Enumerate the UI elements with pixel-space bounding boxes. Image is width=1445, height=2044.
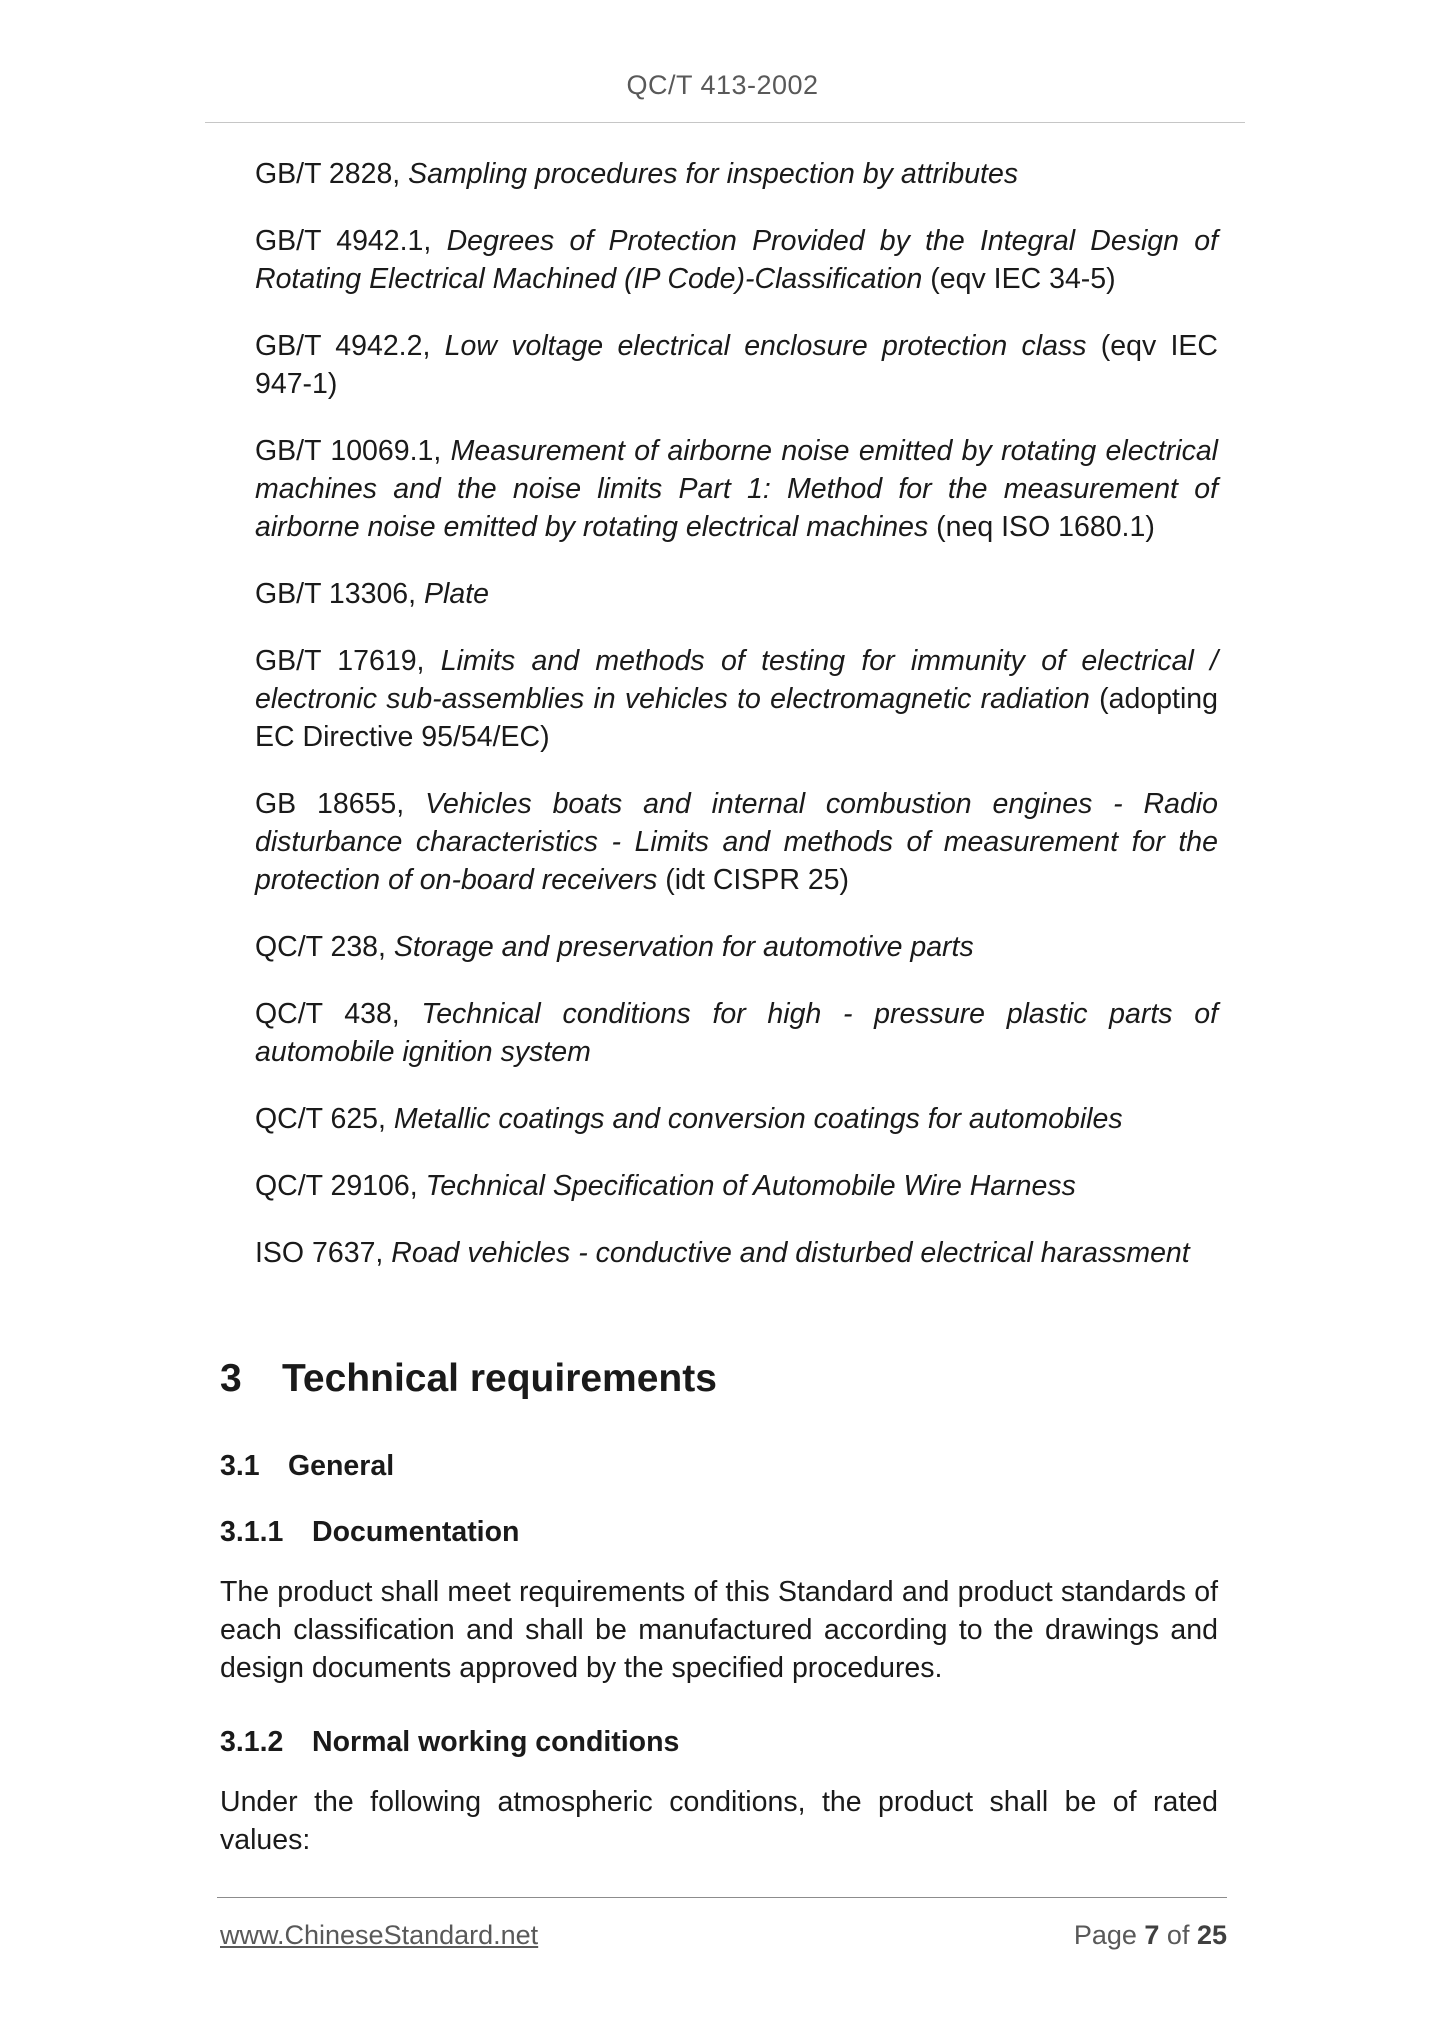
- reference-title: Road vehicles - conductive and disturbed electrical harassment: [391, 1237, 1190, 1269]
- reference-item: [255, 995, 1218, 1071]
- page-of: of: [1159, 1920, 1197, 1950]
- subsection-number: 3.1: [220, 1450, 260, 1482]
- reference-code: GB 18655,: [255, 788, 426, 820]
- reference-title: Technical conditions for high - pressure plastic parts of automobile ignition system: [255, 998, 1218, 1068]
- reference-code: QC/T 625,: [255, 1103, 394, 1135]
- reference-title: Sampling procedures for inspection by attributes: [408, 158, 1019, 190]
- normative-references-list: [255, 155, 1218, 1301]
- clause-heading-working-conditions: [220, 1726, 679, 1759]
- reference-code: GB/T 2828,: [255, 158, 409, 190]
- reference-item: [255, 155, 1218, 193]
- page-label: Page: [1073, 1920, 1145, 1950]
- reference-title: Plate: [424, 578, 489, 610]
- reference-title: Vehicles boats and internal combustion engines - Radio disturbance characteristics - Limits and methods of measurement for the protection of on-board receivers: [255, 788, 1218, 896]
- reference-item: [255, 928, 1218, 966]
- reference-code: GB/T 13306,: [255, 578, 424, 610]
- section-title: Technical requirements: [282, 1357, 717, 1400]
- reference-item: [255, 327, 1218, 403]
- reference-note: (eqv IEC 947-1): [255, 330, 1218, 400]
- reference-item: [255, 642, 1218, 756]
- section-heading: [220, 1357, 717, 1401]
- reference-title: Low voltage electrical enclosure protection class: [444, 330, 1087, 362]
- reference-item: [255, 1234, 1218, 1272]
- reference-note: (idt CISPR 25): [657, 864, 850, 896]
- reference-item: [255, 575, 1218, 613]
- reference-title: Metallic coatings and conversion coatings for automobiles: [393, 1103, 1123, 1135]
- reference-item: [255, 1100, 1218, 1138]
- reference-item: [255, 432, 1218, 546]
- reference-note: (neq ISO 1680.1): [928, 511, 1155, 543]
- reference-title: Limits and methods of testing for immunity of electrical / electronic sub-assemblies in vehicles to electromagnetic radiation: [255, 645, 1218, 715]
- reference-note: (eqv IEC 34-5): [922, 263, 1116, 295]
- reference-code: GB/T 4942.1,: [255, 225, 447, 257]
- reference-code: QC/T 438,: [255, 998, 422, 1030]
- reference-note: (adopting EC Directive 95/54/EC): [255, 683, 1218, 753]
- reference-code: GB/T 4942.2,: [255, 330, 445, 362]
- clause-heading-documentation: [220, 1516, 519, 1549]
- clause-title: Normal working conditions: [312, 1726, 680, 1758]
- reference-code: GB/T 17619,: [255, 645, 441, 677]
- section-number: 3: [220, 1357, 242, 1400]
- reference-item: [255, 1167, 1218, 1205]
- clause-number: 3.1.1: [220, 1516, 284, 1548]
- reference-title: Storage and preservation for automotive parts: [393, 931, 974, 963]
- subsection-heading: [220, 1450, 394, 1483]
- reference-title: Measurement of airborne noise emitted by rotating electrical machines and the noise limits Part 1: Method for the measurement of airborne noise emitted by rotating electrical machines: [255, 435, 1219, 543]
- subsection-title: General: [288, 1450, 395, 1482]
- reference-item: [255, 785, 1218, 899]
- page-current: 7: [1144, 1920, 1160, 1950]
- reference-code: QC/T 29106,: [255, 1170, 426, 1202]
- document-header: QC/T 413-2002: [626, 70, 819, 100]
- reference-code: GB/T 10069.1,: [255, 435, 451, 467]
- footer-divider: [217, 1897, 1227, 1898]
- header-divider: [205, 122, 1245, 123]
- reference-code: QC/T 238,: [255, 931, 394, 963]
- page-indicator: [1074, 1920, 1227, 1951]
- page-total: 25: [1196, 1920, 1227, 1950]
- clause-title: Documentation: [312, 1516, 520, 1548]
- reference-item: [255, 222, 1218, 298]
- website-link[interactable]: www.ChineseStandard.net: [220, 1920, 539, 1950]
- reference-title: Technical Specification of Automobile Wire Harness: [425, 1170, 1076, 1202]
- reference-code: ISO 7637,: [255, 1237, 392, 1269]
- reference-title: Degrees of Protection Provided by the Integral Design of Rotating Electrical Machined (IP Code)-Classification: [255, 225, 1219, 295]
- clause-number: 3.1.2: [220, 1726, 284, 1758]
- working-conditions-paragraph: Under the following atmospheric conditions, the product shall be of rated values:: [220, 1786, 1218, 1856]
- documentation-paragraph: The product shall meet requirements of this Standard and product standards of each classification and shall be manufactured according to the drawings and design documents approved by the specified procedures.: [220, 1576, 1218, 1684]
